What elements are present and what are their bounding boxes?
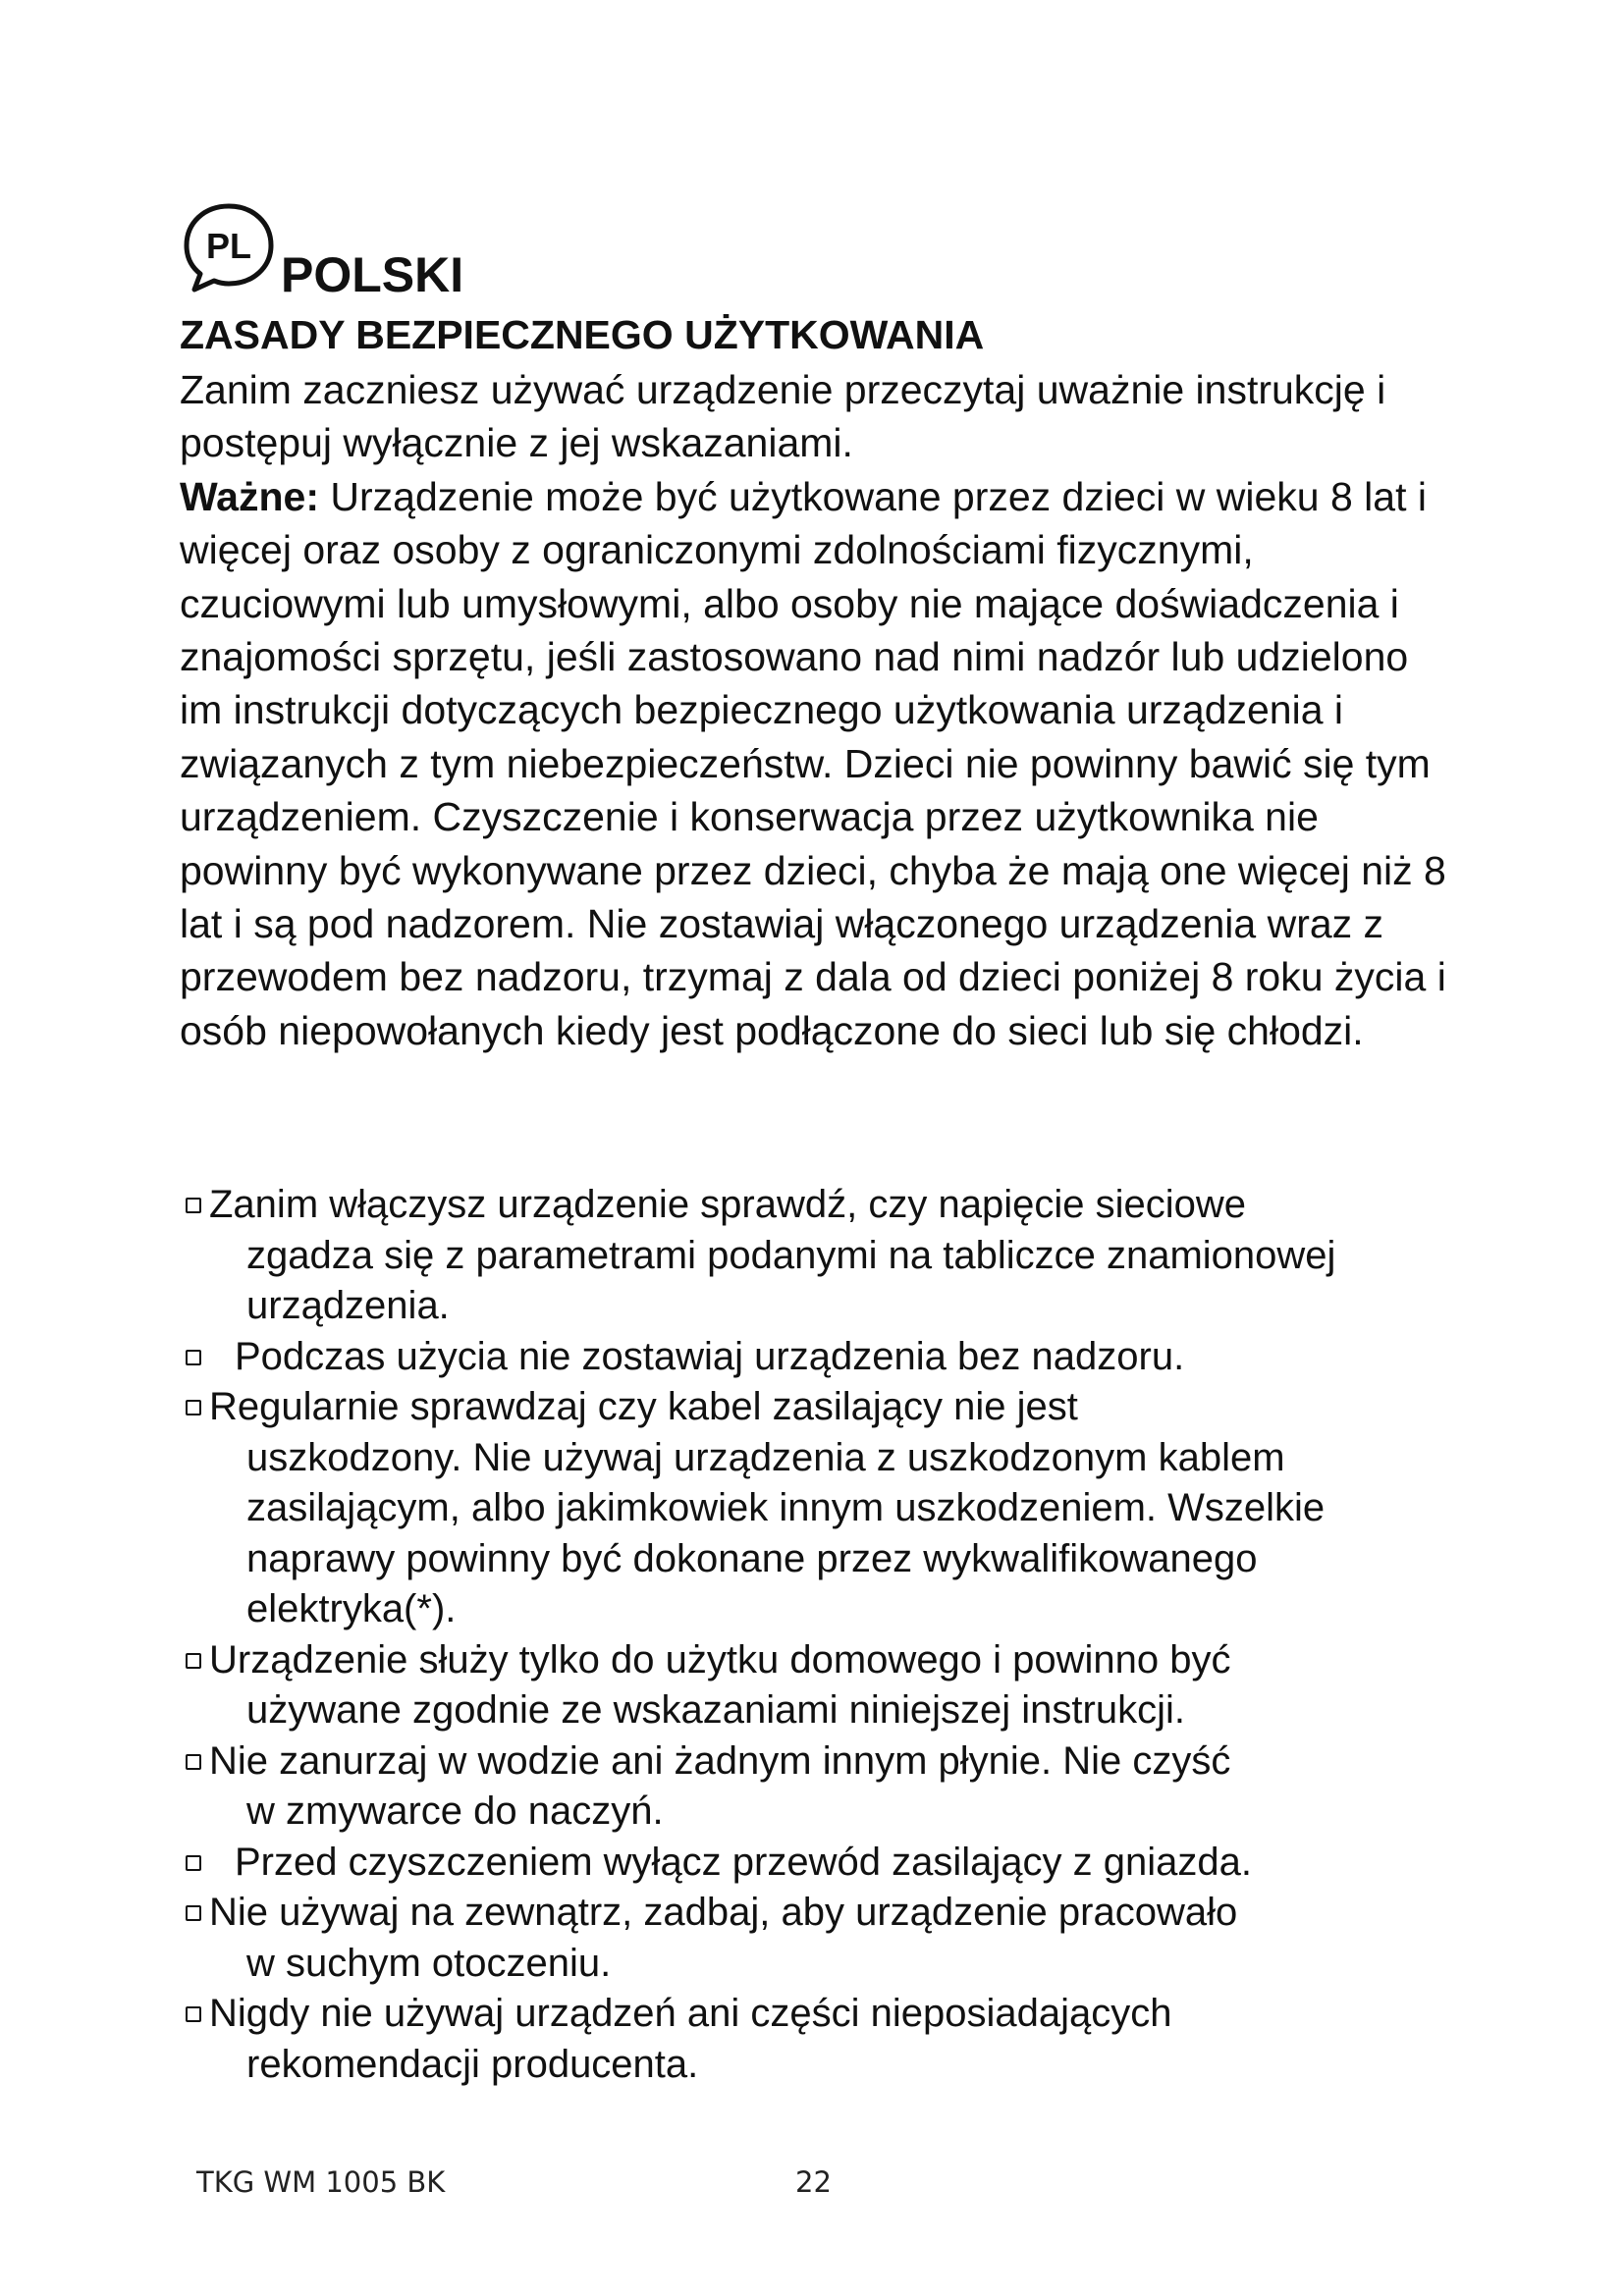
- list-item-first-line: Nie używaj na zewnątrz, zadbaj, aby urządzenie pracowało: [209, 1891, 1238, 1934]
- list-item-continuation: zgadza się z parametrami podanymi na tabliczce znamionowej urządzenia.: [246, 1233, 1336, 1327]
- intro-paragraph: Zanim zaczniesz używać urządzenie przeczytaj uważnie instrukcję i postępuj wyłącznie z jej wskazaniami.: [180, 367, 1386, 466]
- list-item-continuation: w suchym otoczeniu.: [246, 1941, 612, 1985]
- list-item: [180, 1635, 1466, 1736]
- list-item: [180, 1838, 1466, 1889]
- checkbox-bullet-icon: [186, 1905, 201, 1921]
- checkbox-bullet-icon: [186, 1400, 201, 1415]
- list-item-first-line: Nie zanurzaj w wodzie ani żadnym innym płynie. Nie czyść: [209, 1738, 1231, 1783]
- list-item-first-line: Nigdy nie używaj urządzeń ani części nieposiadających: [209, 1992, 1172, 2035]
- language-title: POLSKI: [281, 247, 464, 302]
- checkbox-bullet-icon: [186, 1198, 201, 1213]
- list-item: [180, 1888, 1466, 1989]
- important-text: Urządzenie może być użytkowane przez dzieci w wieku 8 lat i więcej oraz osoby z ograniczonymi zdolnościami fizycznymi, czuciowymi lub umysłowymi, albo osoby nie mające doświadczenia i znajomości sprzętu, jeśli zastosowano nad nimi nadzór lub udzielono im instrukcji dotyczących bezpiecznego użytkowania urządzenia i związanych z tym niebezpieczeństw. Dzieci nie powinny bawić się tym urządzeniem. Czyszczenie i konserwacja przez użytkownika nie powinny być wykonywane przez dzieci, chyba że mają one więcej niż 8 lat i są pod nadzorem. Nie zostawiaj włączonego urządzenia wraz z przewodem bez nadzoru, trzymaj z dala od dzieci poniżej 8 roku życia i osób niepowołanych kiedy jest podłączone do sieci lub się chłodzi.: [180, 473, 1446, 1053]
- list-item: [180, 1736, 1466, 1838]
- list-item-first-line: Zanim włączysz urządzenie sprawdź, czy napięcie sieciowe: [209, 1183, 1246, 1226]
- list-item: [180, 1989, 1466, 2090]
- speech-bubble-icon: [175, 196, 283, 304]
- important-paragraph: [180, 470, 1456, 1057]
- checkbox-bullet-icon: [186, 1653, 201, 1669]
- list-item-continuation: uszkodzony. Nie używaj urządzenia z uszkodzonym kablem zasilającym, albo jakimkowiek innym uszkodzeniem. Wszelkie naprawy powinny być dokonane przez wykwalifikowanego elektryka(*).: [246, 1435, 1326, 1630]
- checkbox-bullet-icon: [186, 1350, 201, 1365]
- list-item-first-line: Przed czyszczeniem wyłącz przewód zasilający z gniazda.: [235, 1840, 1252, 1884]
- list-item-first-line: Regularnie sprawdzaj czy kabel zasilający nie jest: [209, 1385, 1078, 1428]
- list-item-first-line: Podczas użycia nie zostawiaj urządzenia bez nadzoru.: [235, 1334, 1185, 1378]
- list-item-continuation: rekomendacji producenta.: [246, 2042, 699, 2086]
- checkbox-bullet-icon: [186, 2006, 201, 2022]
- footer-model: TKG WM 1005 BK: [196, 2165, 446, 2199]
- language-badge-text: PL: [205, 226, 252, 266]
- checkbox-bullet-icon: [186, 1754, 201, 1770]
- list-item: [180, 1382, 1466, 1635]
- checkbox-bullet-icon: [186, 1855, 201, 1871]
- section-title: ZASADY BEZPIECZNEGO UŻYTKOWANIA: [180, 312, 985, 357]
- page-number: 22: [795, 2165, 832, 2199]
- list-item-continuation: w zmywarce do naczyń.: [246, 1789, 664, 1833]
- language-header: [175, 196, 764, 304]
- list-item: [180, 1332, 1466, 1383]
- list-item-first-line: Urządzenie służy tylko do użytku domowego i powinno być: [209, 1637, 1231, 1682]
- safety-bullet-list: [180, 1180, 1466, 2090]
- list-item: [180, 1180, 1466, 1332]
- list-item-continuation: używane zgodnie ze wskazaniami niniejszej instrukcji.: [246, 1688, 1185, 1732]
- important-label: Ważne:: [180, 473, 319, 519]
- body-text: [180, 363, 1456, 1057]
